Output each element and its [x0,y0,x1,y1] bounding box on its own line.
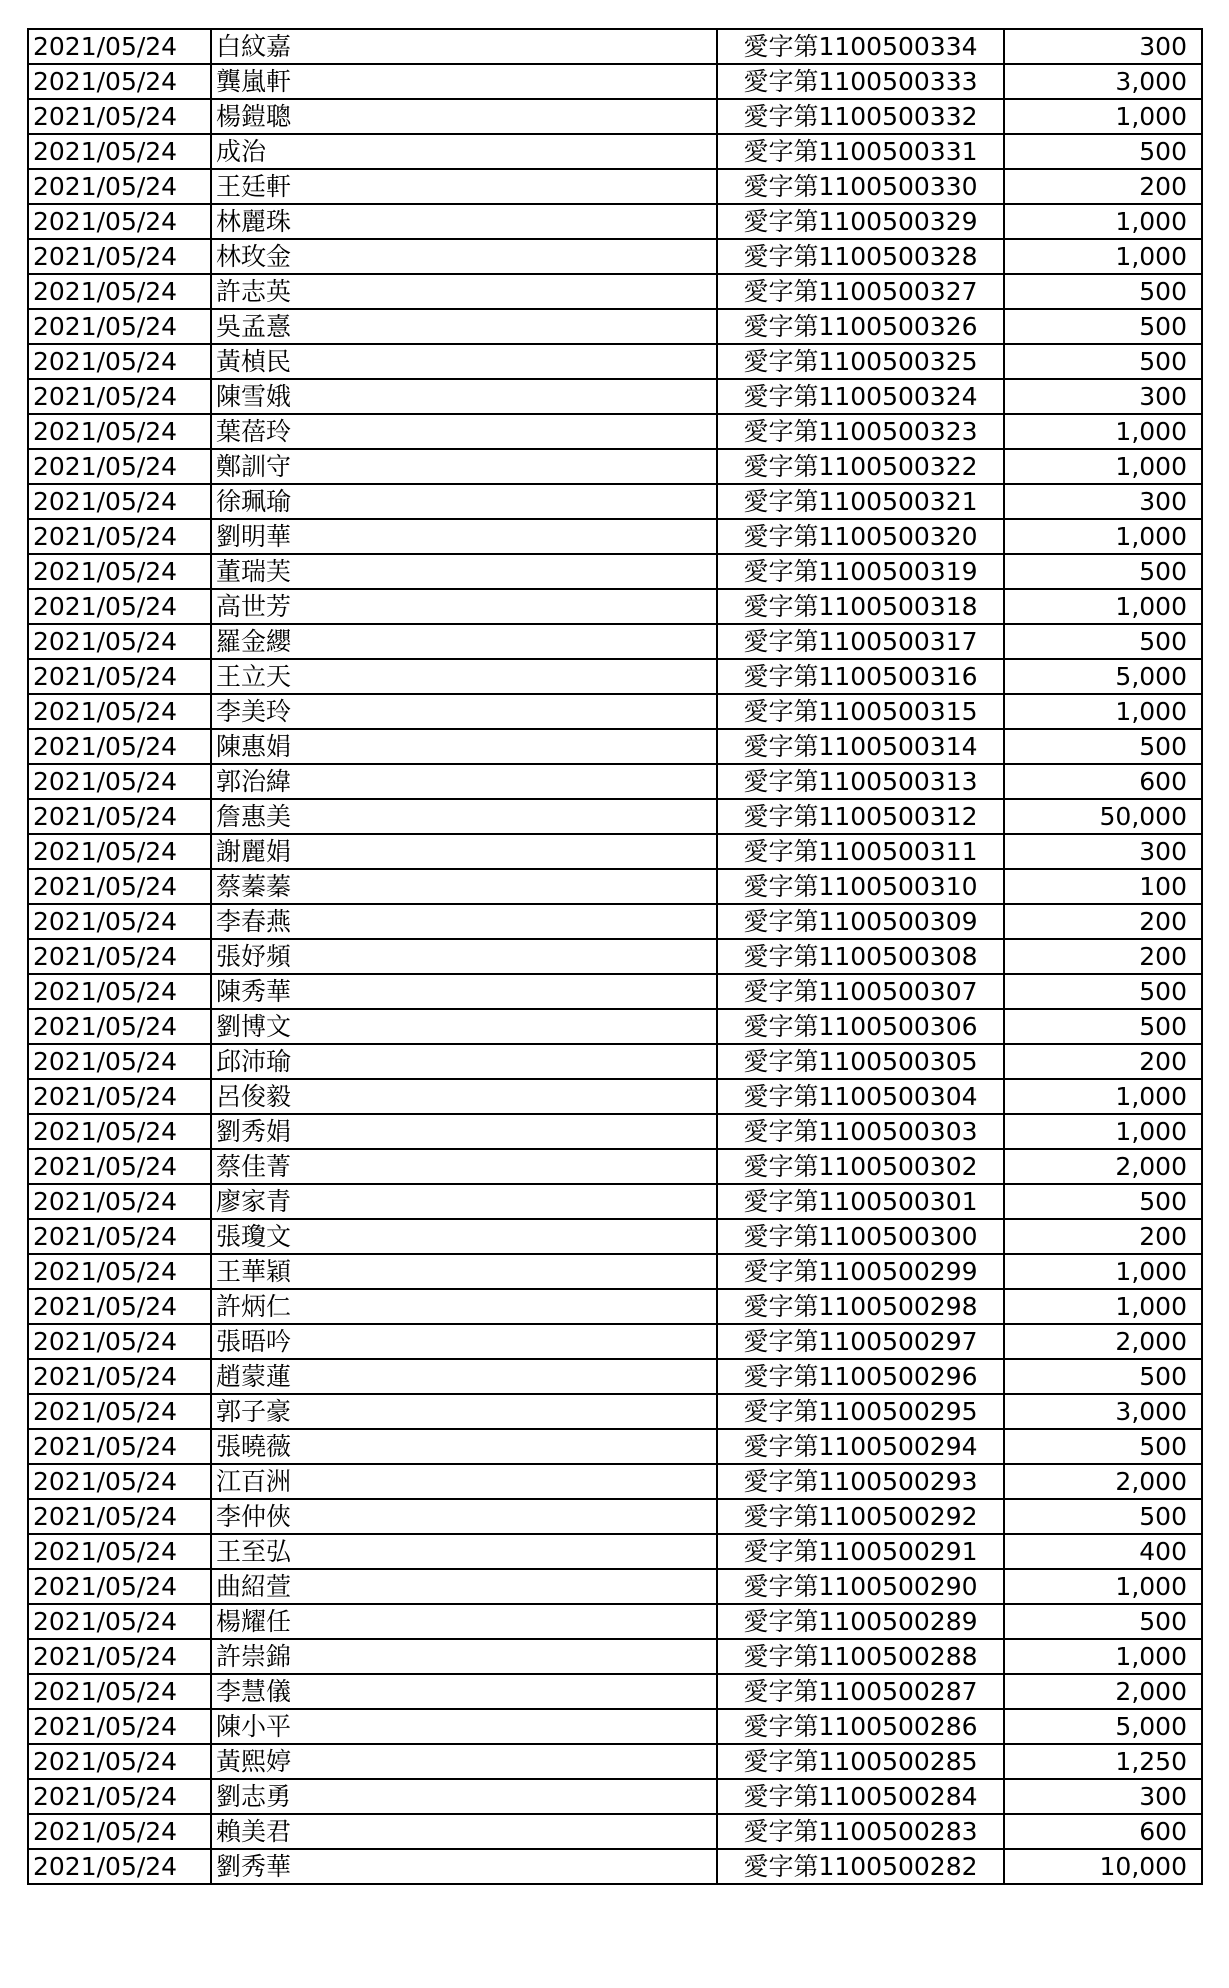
receipt-number-cell: 愛字第1100500330 [717,169,1004,204]
amount-cell: 300 [1004,1779,1202,1814]
date-cell: 2021/05/24 [28,519,211,554]
receipt-number-cell: 愛字第1100500301 [717,1184,1004,1219]
amount-cell: 500 [1004,554,1202,589]
donor-name-cell: 白紋嘉 [211,29,717,64]
date-cell: 2021/05/24 [28,1429,211,1464]
amount-cell: 5,000 [1004,659,1202,694]
date-cell: 2021/05/24 [28,134,211,169]
date-cell: 2021/05/24 [28,1219,211,1254]
table-row [28,449,1202,484]
amount-cell: 500 [1004,134,1202,169]
date-cell: 2021/05/24 [28,939,211,974]
receipt-number-cell: 愛字第1100500297 [717,1324,1004,1359]
donor-name-cell: 李仲俠 [211,1499,717,1534]
donor-name-cell: 張瓊文 [211,1219,717,1254]
receipt-number-cell: 愛字第1100500311 [717,834,1004,869]
donor-name-cell: 王至弘 [211,1534,717,1569]
donor-name-cell: 劉志勇 [211,1779,717,1814]
table-row [28,1324,1202,1359]
receipt-number-cell: 愛字第1100500302 [717,1149,1004,1184]
amount-cell: 100 [1004,869,1202,904]
receipt-number-cell: 愛字第1100500292 [717,1499,1004,1534]
donor-name-cell: 徐珮瑜 [211,484,717,519]
table-row [28,1709,1202,1744]
donor-name-cell: 許炳仁 [211,1289,717,1324]
date-cell: 2021/05/24 [28,764,211,799]
donor-name-cell: 江百洲 [211,1464,717,1499]
donor-name-cell: 賴美君 [211,1814,717,1849]
receipt-number-cell: 愛字第1100500323 [717,414,1004,449]
donor-name-cell: 董瑞芙 [211,554,717,589]
table-row [28,589,1202,624]
amount-cell: 1,000 [1004,1114,1202,1149]
table-row [28,1779,1202,1814]
date-cell: 2021/05/24 [28,1359,211,1394]
amount-cell: 5,000 [1004,1709,1202,1744]
amount-cell: 1,000 [1004,449,1202,484]
receipt-number-cell: 愛字第1100500288 [717,1639,1004,1674]
table-row [28,869,1202,904]
amount-cell: 200 [1004,169,1202,204]
date-cell: 2021/05/24 [28,449,211,484]
receipt-number-cell: 愛字第1100500321 [717,484,1004,519]
amount-cell: 1,000 [1004,99,1202,134]
table-row [28,1289,1202,1324]
table-row [28,1149,1202,1184]
table-row [28,1674,1202,1709]
table-row [28,939,1202,974]
receipt-number-cell: 愛字第1100500309 [717,904,1004,939]
date-cell: 2021/05/24 [28,169,211,204]
table-row [28,204,1202,239]
date-cell: 2021/05/24 [28,1744,211,1779]
receipt-number-cell: 愛字第1100500313 [717,764,1004,799]
amount-cell: 400 [1004,1534,1202,1569]
donor-name-cell: 陳惠娟 [211,729,717,764]
table-row [28,1394,1202,1429]
donor-name-cell: 王廷軒 [211,169,717,204]
amount-cell: 1,000 [1004,1569,1202,1604]
date-cell: 2021/05/24 [28,1289,211,1324]
amount-cell: 3,000 [1004,1394,1202,1429]
donor-name-cell: 劉秀娟 [211,1114,717,1149]
amount-cell: 1,000 [1004,694,1202,729]
donor-name-cell: 蔡蓁蓁 [211,869,717,904]
receipt-number-cell: 愛字第1100500327 [717,274,1004,309]
date-cell: 2021/05/24 [28,1709,211,1744]
receipt-number-cell: 愛字第1100500303 [717,1114,1004,1149]
table-row [28,1849,1202,1884]
date-cell: 2021/05/24 [28,344,211,379]
amount-cell: 300 [1004,29,1202,64]
date-cell: 2021/05/24 [28,1639,211,1674]
donor-name-cell: 王華穎 [211,1254,717,1289]
table-row [28,169,1202,204]
table-row [28,1254,1202,1289]
amount-cell: 500 [1004,309,1202,344]
receipt-number-cell: 愛字第1100500307 [717,974,1004,1009]
date-cell: 2021/05/24 [28,1079,211,1114]
table-row [28,1009,1202,1044]
receipt-number-cell: 愛字第1100500305 [717,1044,1004,1079]
date-cell: 2021/05/24 [28,1394,211,1429]
table-row [28,64,1202,99]
table-row [28,729,1202,764]
donor-name-cell: 楊耀任 [211,1604,717,1639]
donor-name-cell: 林麗珠 [211,204,717,239]
date-cell: 2021/05/24 [28,834,211,869]
ledger-body [28,29,1202,1884]
receipt-number-cell: 愛字第1100500298 [717,1289,1004,1324]
amount-cell: 2,000 [1004,1324,1202,1359]
table-row [28,764,1202,799]
date-cell: 2021/05/24 [28,414,211,449]
amount-cell: 500 [1004,274,1202,309]
amount-cell: 10,000 [1004,1849,1202,1884]
table-row [28,344,1202,379]
table-row [28,624,1202,659]
receipt-number-cell: 愛字第1100500322 [717,449,1004,484]
table-row [28,519,1202,554]
table-row [28,484,1202,519]
donor-name-cell: 劉博文 [211,1009,717,1044]
donor-name-cell: 高世芳 [211,589,717,624]
amount-cell: 200 [1004,939,1202,974]
table-row [28,1814,1202,1849]
table-row [28,1569,1202,1604]
receipt-number-cell: 愛字第1100500329 [717,204,1004,239]
amount-cell: 600 [1004,1814,1202,1849]
table-row [28,1079,1202,1114]
amount-cell: 300 [1004,484,1202,519]
receipt-number-cell: 愛字第1100500295 [717,1394,1004,1429]
amount-cell: 1,000 [1004,1254,1202,1289]
date-cell: 2021/05/24 [28,1464,211,1499]
date-cell: 2021/05/24 [28,694,211,729]
table-row [28,1499,1202,1534]
donor-name-cell: 趙蒙蓮 [211,1359,717,1394]
receipt-number-cell: 愛字第1100500286 [717,1709,1004,1744]
amount-cell: 1,000 [1004,1289,1202,1324]
donor-name-cell: 王立天 [211,659,717,694]
date-cell: 2021/05/24 [28,554,211,589]
donor-name-cell: 羅金纓 [211,624,717,659]
donor-name-cell: 鄭訓守 [211,449,717,484]
table-row [28,29,1202,64]
amount-cell: 50,000 [1004,799,1202,834]
donor-name-cell: 謝麗娟 [211,834,717,869]
donor-name-cell: 邱沛瑜 [211,1044,717,1079]
donor-name-cell: 郭子豪 [211,1394,717,1429]
table-row [28,799,1202,834]
receipt-number-cell: 愛字第1100500319 [717,554,1004,589]
donor-name-cell: 陳小平 [211,1709,717,1744]
date-cell: 2021/05/24 [28,869,211,904]
table-row [28,239,1202,274]
date-cell: 2021/05/24 [28,309,211,344]
receipt-number-cell: 愛字第1100500325 [717,344,1004,379]
receipt-number-cell: 愛字第1100500316 [717,659,1004,694]
date-cell: 2021/05/24 [28,624,211,659]
table-row [28,1534,1202,1569]
receipt-number-cell: 愛字第1100500285 [717,1744,1004,1779]
date-cell: 2021/05/24 [28,204,211,239]
date-cell: 2021/05/24 [28,1149,211,1184]
receipt-number-cell: 愛字第1100500294 [717,1429,1004,1464]
receipt-number-cell: 愛字第1100500310 [717,869,1004,904]
donor-name-cell: 吳孟憙 [211,309,717,344]
donor-name-cell: 張曉薇 [211,1429,717,1464]
table-row [28,554,1202,589]
donor-name-cell: 黃楨民 [211,344,717,379]
date-cell: 2021/05/24 [28,29,211,64]
amount-cell: 1,000 [1004,414,1202,449]
table-row [28,694,1202,729]
donor-name-cell: 張妤頻 [211,939,717,974]
table-row [28,134,1202,169]
donor-name-cell: 廖家青 [211,1184,717,1219]
date-cell: 2021/05/24 [28,1569,211,1604]
table-row [28,1429,1202,1464]
donor-name-cell: 郭治緯 [211,764,717,799]
date-cell: 2021/05/24 [28,379,211,414]
donor-name-cell: 張晤吟 [211,1324,717,1359]
date-cell: 2021/05/24 [28,799,211,834]
receipt-number-cell: 愛字第1100500289 [717,1604,1004,1639]
amount-cell: 500 [1004,1604,1202,1639]
donor-name-cell: 李慧儀 [211,1674,717,1709]
donor-name-cell: 曲紹萱 [211,1569,717,1604]
donor-name-cell: 楊鎧聰 [211,99,717,134]
receipt-number-cell: 愛字第1100500290 [717,1569,1004,1604]
amount-cell: 200 [1004,1219,1202,1254]
date-cell: 2021/05/24 [28,974,211,1009]
amount-cell: 300 [1004,379,1202,414]
amount-cell: 200 [1004,904,1202,939]
amount-cell: 1,000 [1004,519,1202,554]
table-row [28,1604,1202,1639]
table-row [28,1184,1202,1219]
amount-cell: 500 [1004,1184,1202,1219]
table-row [28,1219,1202,1254]
donor-name-cell: 劉秀華 [211,1849,717,1884]
amount-cell: 200 [1004,1044,1202,1079]
date-cell: 2021/05/24 [28,1044,211,1079]
date-cell: 2021/05/24 [28,274,211,309]
donor-name-cell: 李美玲 [211,694,717,729]
date-cell: 2021/05/24 [28,1324,211,1359]
date-cell: 2021/05/24 [28,729,211,764]
receipt-number-cell: 愛字第1100500312 [717,799,1004,834]
table-row [28,1464,1202,1499]
date-cell: 2021/05/24 [28,1499,211,1534]
receipt-number-cell: 愛字第1100500296 [717,1359,1004,1394]
donor-name-cell: 葉蓓玲 [211,414,717,449]
table-row [28,974,1202,1009]
receipt-number-cell: 愛字第1100500293 [717,1464,1004,1499]
amount-cell: 3,000 [1004,64,1202,99]
receipt-number-cell: 愛字第1100500318 [717,589,1004,624]
receipt-number-cell: 愛字第1100500299 [717,1254,1004,1289]
receipt-number-cell: 愛字第1100500300 [717,1219,1004,1254]
receipt-number-cell: 愛字第1100500324 [717,379,1004,414]
date-cell: 2021/05/24 [28,1184,211,1219]
date-cell: 2021/05/24 [28,1604,211,1639]
table-row [28,1114,1202,1149]
receipt-number-cell: 愛字第1100500317 [717,624,1004,659]
table-row [28,274,1202,309]
amount-cell: 1,000 [1004,204,1202,239]
table-row [28,1044,1202,1079]
amount-cell: 500 [1004,974,1202,1009]
donor-name-cell: 劉明華 [211,519,717,554]
date-cell: 2021/05/24 [28,99,211,134]
amount-cell: 500 [1004,624,1202,659]
amount-cell: 1,000 [1004,239,1202,274]
amount-cell: 500 [1004,1359,1202,1394]
amount-cell: 1,000 [1004,1079,1202,1114]
receipt-number-cell: 愛字第1100500304 [717,1079,1004,1114]
amount-cell: 500 [1004,1499,1202,1534]
date-cell: 2021/05/24 [28,239,211,274]
amount-cell: 2,000 [1004,1674,1202,1709]
receipt-number-cell: 愛字第1100500331 [717,134,1004,169]
date-cell: 2021/05/24 [28,659,211,694]
donor-name-cell: 龔嵐軒 [211,64,717,99]
table-row [28,414,1202,449]
amount-cell: 2,000 [1004,1149,1202,1184]
table-row [28,834,1202,869]
amount-cell: 500 [1004,1429,1202,1464]
donor-name-cell: 蔡佳菁 [211,1149,717,1184]
receipt-number-cell: 愛字第1100500314 [717,729,1004,764]
amount-cell: 1,000 [1004,589,1202,624]
donor-name-cell: 呂俊毅 [211,1079,717,1114]
table-row [28,1744,1202,1779]
date-cell: 2021/05/24 [28,1254,211,1289]
donation-ledger-table [27,28,1203,1885]
date-cell: 2021/05/24 [28,589,211,624]
amount-cell: 300 [1004,834,1202,869]
receipt-number-cell: 愛字第1100500284 [717,1779,1004,1814]
donor-name-cell: 詹惠美 [211,799,717,834]
donor-name-cell: 李春燕 [211,904,717,939]
amount-cell: 500 [1004,344,1202,379]
date-cell: 2021/05/24 [28,1009,211,1044]
table-row [28,659,1202,694]
receipt-number-cell: 愛字第1100500328 [717,239,1004,274]
receipt-number-cell: 愛字第1100500306 [717,1009,1004,1044]
receipt-number-cell: 愛字第1100500283 [717,1814,1004,1849]
receipt-number-cell: 愛字第1100500315 [717,694,1004,729]
date-cell: 2021/05/24 [28,64,211,99]
amount-cell: 1,250 [1004,1744,1202,1779]
date-cell: 2021/05/24 [28,1849,211,1884]
donor-name-cell: 陳秀華 [211,974,717,1009]
amount-cell: 1,000 [1004,1639,1202,1674]
receipt-number-cell: 愛字第1100500320 [717,519,1004,554]
table-row [28,379,1202,414]
donor-name-cell: 林玫金 [211,239,717,274]
table-row [28,99,1202,134]
amount-cell: 600 [1004,764,1202,799]
table-row [28,904,1202,939]
donor-name-cell: 許志英 [211,274,717,309]
receipt-number-cell: 愛字第1100500287 [717,1674,1004,1709]
receipt-number-cell: 愛字第1100500282 [717,1849,1004,1884]
amount-cell: 500 [1004,1009,1202,1044]
receipt-number-cell: 愛字第1100500334 [717,29,1004,64]
date-cell: 2021/05/24 [28,904,211,939]
table-row [28,1639,1202,1674]
date-cell: 2021/05/24 [28,1814,211,1849]
table-row [28,1359,1202,1394]
date-cell: 2021/05/24 [28,484,211,519]
receipt-number-cell: 愛字第1100500308 [717,939,1004,974]
donor-name-cell: 許崇錦 [211,1639,717,1674]
date-cell: 2021/05/24 [28,1114,211,1149]
date-cell: 2021/05/24 [28,1534,211,1569]
amount-cell: 500 [1004,729,1202,764]
receipt-number-cell: 愛字第1100500291 [717,1534,1004,1569]
date-cell: 2021/05/24 [28,1779,211,1814]
receipt-number-cell: 愛字第1100500326 [717,309,1004,344]
donor-name-cell: 黃熙婷 [211,1744,717,1779]
table-row [28,309,1202,344]
date-cell: 2021/05/24 [28,1674,211,1709]
donor-name-cell: 陳雪娥 [211,379,717,414]
donor-name-cell: 成治 [211,134,717,169]
amount-cell: 2,000 [1004,1464,1202,1499]
receipt-number-cell: 愛字第1100500333 [717,64,1004,99]
receipt-number-cell: 愛字第1100500332 [717,99,1004,134]
